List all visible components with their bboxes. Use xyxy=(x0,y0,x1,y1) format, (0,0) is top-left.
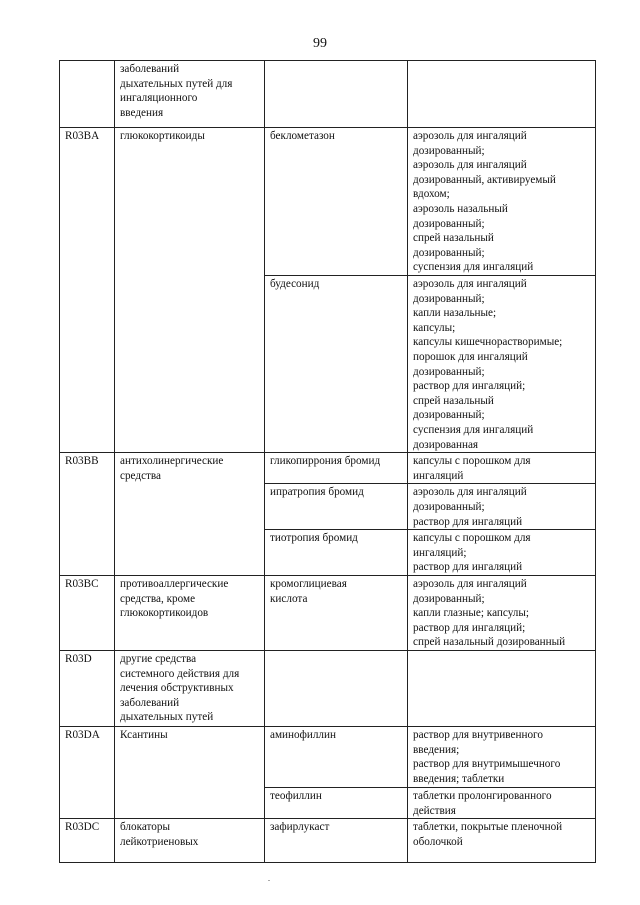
atc-code-cell xyxy=(60,788,115,819)
group-name-cell xyxy=(115,484,265,530)
drug-name-cell: кромоглициевая кислота xyxy=(265,576,408,651)
dosage-form-cell: аэрозоль для ингаляций дозированный; аэрозоль для ингаляций дозированный, активируемый вдохом; аэрозоль назальный дозированный; спрей назальный дозированный; суспензия для ингаляций xyxy=(408,128,596,276)
dosage-form-cell: раствор для внутривенного введения; раствор для внутримышечного введения; таблетки xyxy=(408,727,596,788)
table-row xyxy=(60,453,596,484)
group-name-cell: антихолинергические средства xyxy=(115,453,265,484)
group-name-cell: противоаллергические средства, кроме глюкокортикоидов xyxy=(115,576,265,651)
page-number: 99 xyxy=(313,36,327,51)
atc-code-cell: R03DC xyxy=(60,819,115,863)
dosage-form-cell: таблетки, покрытые пленочной оболочкой xyxy=(408,819,596,863)
group-name-cell xyxy=(115,530,265,576)
scan-speck xyxy=(268,880,270,881)
table-row xyxy=(60,128,596,276)
dosage-form-cell xyxy=(408,61,596,128)
drug-name-cell: теофиллин xyxy=(265,788,408,819)
group-name-cell xyxy=(115,276,265,453)
atc-code-cell: R03BB xyxy=(60,453,115,484)
drug-name-cell: ипратропия бромид xyxy=(265,484,408,530)
group-name-cell: глюкокортикоиды xyxy=(115,128,265,276)
dosage-form-cell: аэрозоль для ингаляций дозированный; капли глазные; капсулы; раствор для ингаляций; спрей назальный дозированный xyxy=(408,576,596,651)
dosage-form-cell: аэрозоль для ингаляций дозированный; капли назальные; капсулы; капсулы кишечнорастворимые; порошок для ингаляций дозированный; раствор для ингаляций; спрей назальный дозированный; суспензия для ингаляций дозированная xyxy=(408,276,596,453)
drug-name-cell: гликопиррония бромид xyxy=(265,453,408,484)
table-row xyxy=(60,788,596,819)
drug-name-cell xyxy=(265,651,408,727)
atc-code-cell xyxy=(60,484,115,530)
drug-name-cell: аминофиллин xyxy=(265,727,408,788)
table-row xyxy=(60,530,596,576)
atc-code-cell xyxy=(60,61,115,128)
group-name-cell xyxy=(115,788,265,819)
dosage-form-cell: капсулы с порошком для ингаляций xyxy=(408,453,596,484)
drug-name-cell xyxy=(265,61,408,128)
drug-name-cell: зафирлукаст xyxy=(265,819,408,863)
atc-code-cell xyxy=(60,530,115,576)
dosage-form-cell: капсулы с порошком для ингаляций; раствор для ингаляций xyxy=(408,530,596,576)
drug-classification-table xyxy=(59,60,596,863)
table-row xyxy=(60,484,596,530)
table-row xyxy=(60,576,596,651)
table-row xyxy=(60,727,596,788)
group-name-cell: Ксантины xyxy=(115,727,265,788)
atc-code-cell: R03BC xyxy=(60,576,115,651)
atc-code-cell: R03BA xyxy=(60,128,115,276)
dosage-form-cell xyxy=(408,651,596,727)
table-row xyxy=(60,819,596,863)
atc-code-cell: R03DA xyxy=(60,727,115,788)
table-row xyxy=(60,276,596,453)
group-name-cell: другие средства системного действия для лечения обструктивных заболеваний дыхательных путей xyxy=(115,651,265,727)
atc-code-cell: R03D xyxy=(60,651,115,727)
drug-name-cell: тиотропия бромид xyxy=(265,530,408,576)
atc-code-cell xyxy=(60,276,115,453)
dosage-form-cell: аэрозоль для ингаляций дозированный; раствор для ингаляций xyxy=(408,484,596,530)
drug-name-cell: будесонид xyxy=(265,276,408,453)
table-row xyxy=(60,651,596,727)
table-row xyxy=(60,61,596,128)
dosage-form-cell: таблетки пролонгированного действия xyxy=(408,788,596,819)
group-name-cell: заболеваний дыхательных путей для ингаляционного введения xyxy=(115,61,265,128)
drug-name-cell: беклометазон xyxy=(265,128,408,276)
group-name-cell: блокаторы лейкотриеновых xyxy=(115,819,265,863)
